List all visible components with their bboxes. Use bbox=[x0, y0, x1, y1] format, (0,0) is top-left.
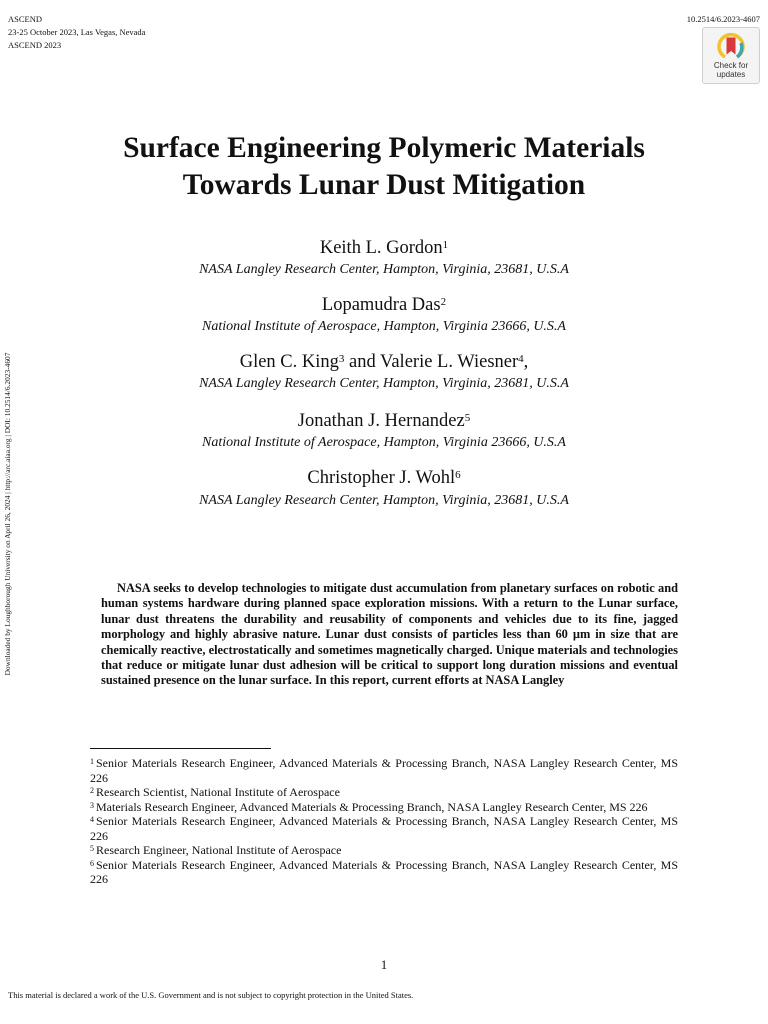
footnote: $^4$ Senior Materials Research Engineer, Advanced Materials & Processing Branch, NASA Langley Research Center, MS 226 bbox=[90, 814, 678, 843]
author-superscript: 5 bbox=[464, 412, 471, 424]
conference-header bbox=[8, 13, 145, 52]
footnote-divider bbox=[90, 748, 271, 749]
copyright-notice: This material is declared a work of the U.S. Government and is not subject to copyright protection in the United States. bbox=[8, 990, 414, 1000]
footnotes bbox=[90, 756, 678, 887]
abstract-paragraph: NASA seeks to develop technologies to mitigate dust accumulation from planetary surfaces on robotic and human systems hardware during planned space exploration missions. With a return to the Lunar surface, lunar dust threatens the durability and reusability of components and vehicles due to its fine, jagged morphology and highly abrasive nature. Lunar dust consists of particles less than 60 µm in size that are chemically reactive, electrostatically and sometimes magnetically charged. Unique materials and technologies that reduce or mitigate lunar dust adhesion will be critical to support long duration missions and eventual sustained presence on the lunar surface. In this report, current efforts at NASA Langley bbox=[101, 581, 678, 688]
title-line-1: Surface Engineering Polymeric Materials bbox=[123, 132, 645, 164]
footnote: $^6$ Senior Materials Research Engineer, Advanced Materials & Processing Branch, NASA Langley Research Center, MS 226 bbox=[90, 857, 678, 886]
doi-label[interactable]: 10.2514/6.2023-4607 bbox=[686, 14, 760, 24]
author-name: Lopamudra Das$^2$ bbox=[321, 295, 447, 315]
download-side-note: Downloaded by Loughborough University on April 26, 2024 | http://arc.aiaa.org | DOI: 10.2514/6.2023-4607 bbox=[3, 352, 12, 676]
author-name: Christopher J. Wohl$^6$ bbox=[307, 468, 461, 488]
author-name: Glen C. King$^3$ and Valerie L. Wiesner$^4$, bbox=[239, 352, 529, 372]
bookmark-check-icon bbox=[716, 31, 746, 61]
author-superscript: 3 bbox=[338, 353, 345, 365]
footnote: $^1$ Senior Materials Research Engineer, Advanced Materials & Processing Branch, NASA Langley Research Center, MS 226 bbox=[90, 756, 678, 785]
title-line-2: Towards Lunar Dust Mitigation bbox=[182, 169, 586, 201]
check-for-updates-badge[interactable] bbox=[702, 27, 760, 84]
author-affiliation: NASA Langley Research Center, Hampton, Virginia, 23681, U.S.A bbox=[199, 493, 569, 508]
page-number: 1 bbox=[380, 957, 388, 972]
author-affiliation: NASA Langley Research Center, Hampton, Virginia, 23681, U.S.A bbox=[199, 376, 569, 391]
author-affiliation: National Institute of Aerospace, Hampton, Virginia 23666, U.S.A bbox=[202, 435, 566, 450]
badge-label-line2: updates bbox=[716, 69, 746, 79]
conference-dates: 23-25 October 2023, Las Vegas, Nevada bbox=[8, 27, 146, 37]
author-superscript: 2 bbox=[440, 296, 447, 308]
conference-short-name: ASCEND 2023 bbox=[8, 40, 62, 50]
badge-label-line1: Check for bbox=[713, 61, 749, 70]
paper-title bbox=[60, 130, 708, 204]
author-affiliation: NASA Langley Research Center, Hampton, Virginia, 23681, U.S.A bbox=[199, 262, 569, 277]
author-name: Keith L. Gordon$^1$ bbox=[319, 238, 449, 258]
author-superscript: 1 bbox=[442, 239, 449, 251]
footnote: $^2$ Research Scientist, National Institute of Aerospace bbox=[90, 785, 340, 799]
footnote: $^5$ Research Engineer, National Institute of Aerospace bbox=[90, 843, 342, 857]
author-superscript: 6 bbox=[455, 469, 461, 481]
conference-name: ASCEND bbox=[8, 14, 43, 24]
footnote: $^3$ Materials Research Engineer, Advanced Materials & Processing Branch, NASA Langley Research Center, MS 226 bbox=[90, 799, 648, 814]
author-superscript: 4 bbox=[518, 353, 524, 365]
author-affiliation: National Institute of Aerospace, Hampton, Virginia 23666, U.S.A bbox=[202, 319, 566, 334]
author-name: Jonathan J. Hernandez$^5$ bbox=[297, 411, 471, 431]
